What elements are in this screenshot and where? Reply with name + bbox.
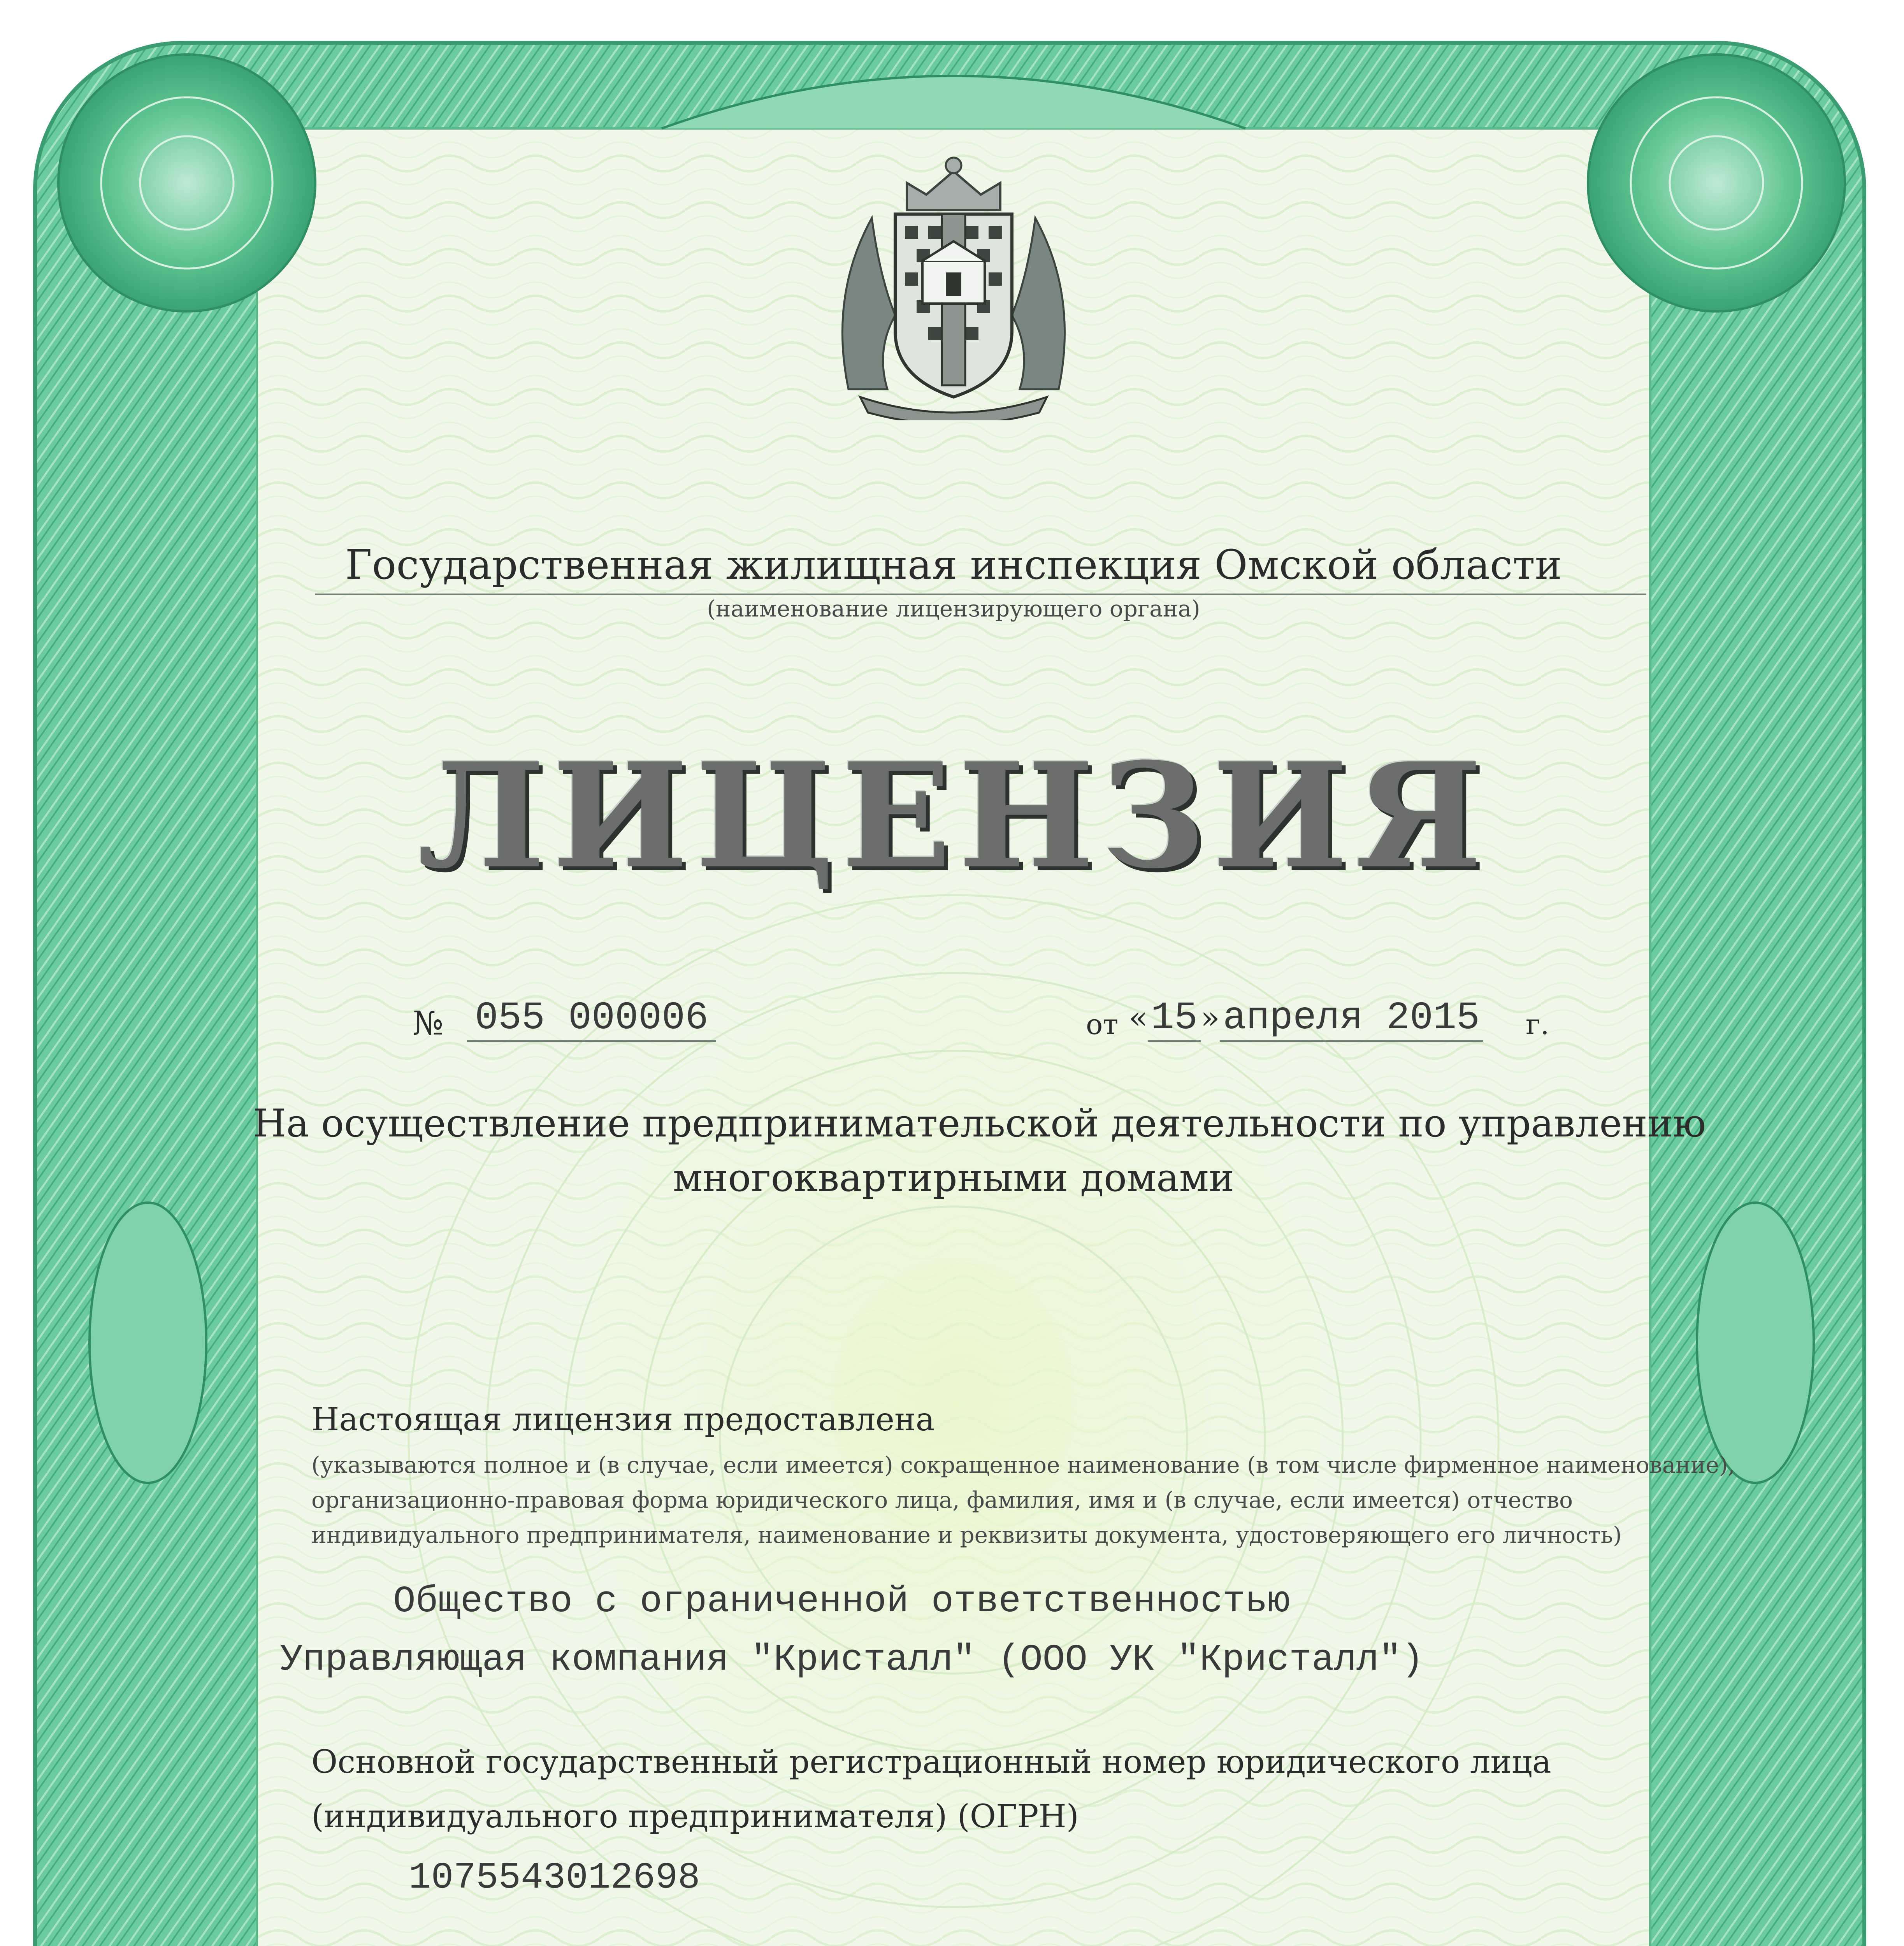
- ogrn-label-line-1: Основной государственный регистрационный номер юридического лица: [311, 1744, 1551, 1781]
- licensed-activity-line-1: На осуществление предпринимательской деятельности по управлению: [253, 1101, 1706, 1146]
- document-title: ЛИЦЕНЗИЯ: [418, 732, 1489, 901]
- ogrn-label-line-2: (индивидуального предпринимателя) (ОГРН): [311, 1798, 1079, 1835]
- license-number-sign: №: [413, 1004, 444, 1042]
- license-number: 055 000006: [467, 996, 716, 1042]
- granted-to-note-line-1: (указываются полное и (в случае, если имеется) сокращенное наименование (в том числе фирменное наименование),: [311, 1452, 1735, 1478]
- licensing-authority-name: Государственная жилищная инспекция Омской области: [345, 541, 1562, 588]
- ogrn-value: 1075543012698: [409, 1856, 700, 1899]
- granted-to-note-line-3: индивидуального предпринимателя, наименование и реквизиты документа, удостоверяющего его личность): [311, 1522, 1622, 1548]
- date-close-quote: »: [1200, 999, 1220, 1036]
- license-date-suffix: г.: [1526, 1008, 1549, 1041]
- granted-to-note-line-2: организационно-правовая форма юридического лица, фамилия, имя и (в случае, если имеется) отчество: [311, 1487, 1573, 1513]
- license-date: [1129, 996, 1483, 1040]
- license-date-prefix: от: [1086, 1008, 1119, 1041]
- granted-to-label: Настоящая лицензия предоставлена: [311, 1401, 935, 1438]
- license-date-month-year: апреля 2015: [1220, 996, 1483, 1042]
- company-name-line-2: Управляющая компания "Кристалл" (ООО УК "Кристалл"): [280, 1639, 1424, 1681]
- licensed-activity-line-2: многоквартирными домами: [673, 1156, 1235, 1200]
- coat-of-arms-icon: [825, 148, 1082, 420]
- authority-underline: [315, 594, 1646, 595]
- licensing-authority-caption: (наименование лицензирующего органа): [707, 595, 1200, 622]
- license-date-day: 15: [1148, 996, 1201, 1042]
- company-name-line-1: Общество с ограниченной ответственностью: [393, 1580, 1290, 1623]
- date-open-quote: «: [1129, 999, 1148, 1036]
